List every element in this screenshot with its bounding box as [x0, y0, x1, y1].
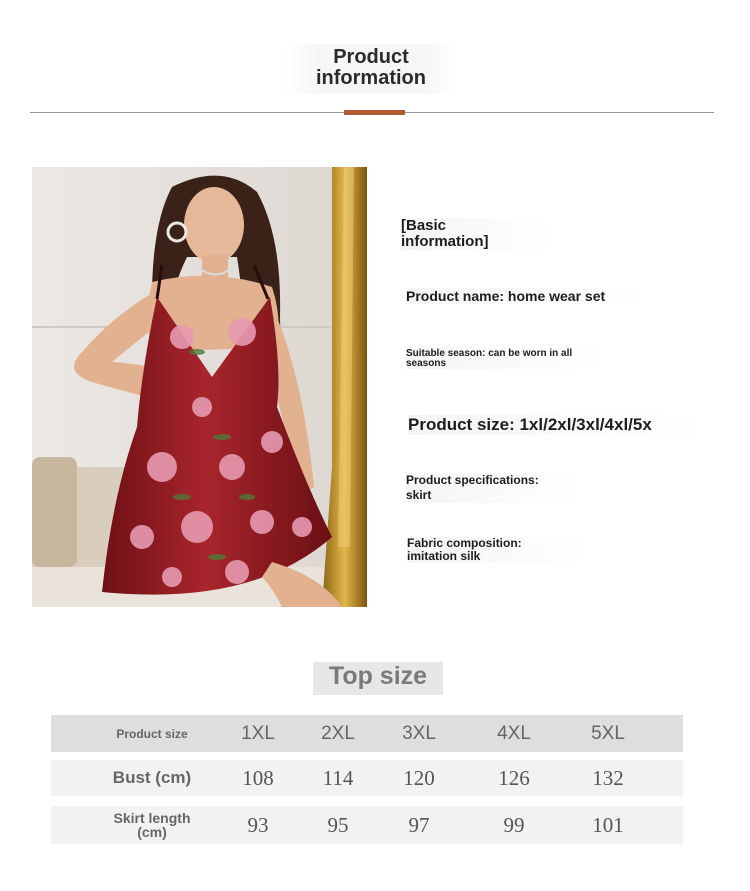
title-accent-bar — [344, 110, 405, 115]
bust-value-3: 120 — [403, 765, 435, 790]
page-title-line1: Product — [333, 46, 409, 68]
product-size: Product size: 1xl/2xl/3xl/4xl/5x — [408, 415, 708, 435]
size-col-5: 5XL — [591, 722, 625, 744]
skirt-length-label: Skirt length (cm) — [113, 810, 191, 840]
size-table-header — [51, 715, 683, 752]
bust-value-4: 126 — [498, 765, 530, 790]
bust-row — [51, 760, 683, 796]
size-col-2: 2XL — [321, 722, 355, 744]
suitable-season: Suitable season: can be worn in all seasons — [406, 349, 606, 369]
model-illustration — [32, 167, 367, 607]
bust-value-5: 132 — [592, 765, 624, 790]
skirt-value-5: 101 — [592, 812, 624, 837]
product-photo — [32, 167, 367, 607]
size-section-title: Top size — [313, 662, 443, 695]
skirt-value-4: 99 — [503, 812, 525, 837]
page-title-line2: information — [316, 67, 426, 89]
product-specifications: Product specifications: skirt — [406, 473, 576, 503]
skirt-length-row — [51, 806, 683, 844]
size-header-label: Product size — [116, 726, 188, 741]
skirt-value-2: 95 — [327, 812, 349, 837]
bust-label: Bust (cm) — [112, 768, 192, 787]
fabric-composition: Fabric composition: imitation silk — [407, 537, 587, 563]
size-col-4: 4XL — [497, 722, 531, 744]
skirt-value-3: 97 — [408, 812, 430, 837]
page-title — [284, 44, 458, 94]
skirt-value-1: 93 — [247, 812, 269, 837]
size-col-1: 1XL — [241, 722, 275, 744]
basic-information-heading: [Basic information] — [401, 218, 551, 250]
size-col-3: 3XL — [402, 722, 436, 744]
bust-value-2: 114 — [322, 765, 354, 790]
bust-value-1: 108 — [242, 765, 274, 790]
product-name: Product name: home wear set — [406, 288, 646, 304]
